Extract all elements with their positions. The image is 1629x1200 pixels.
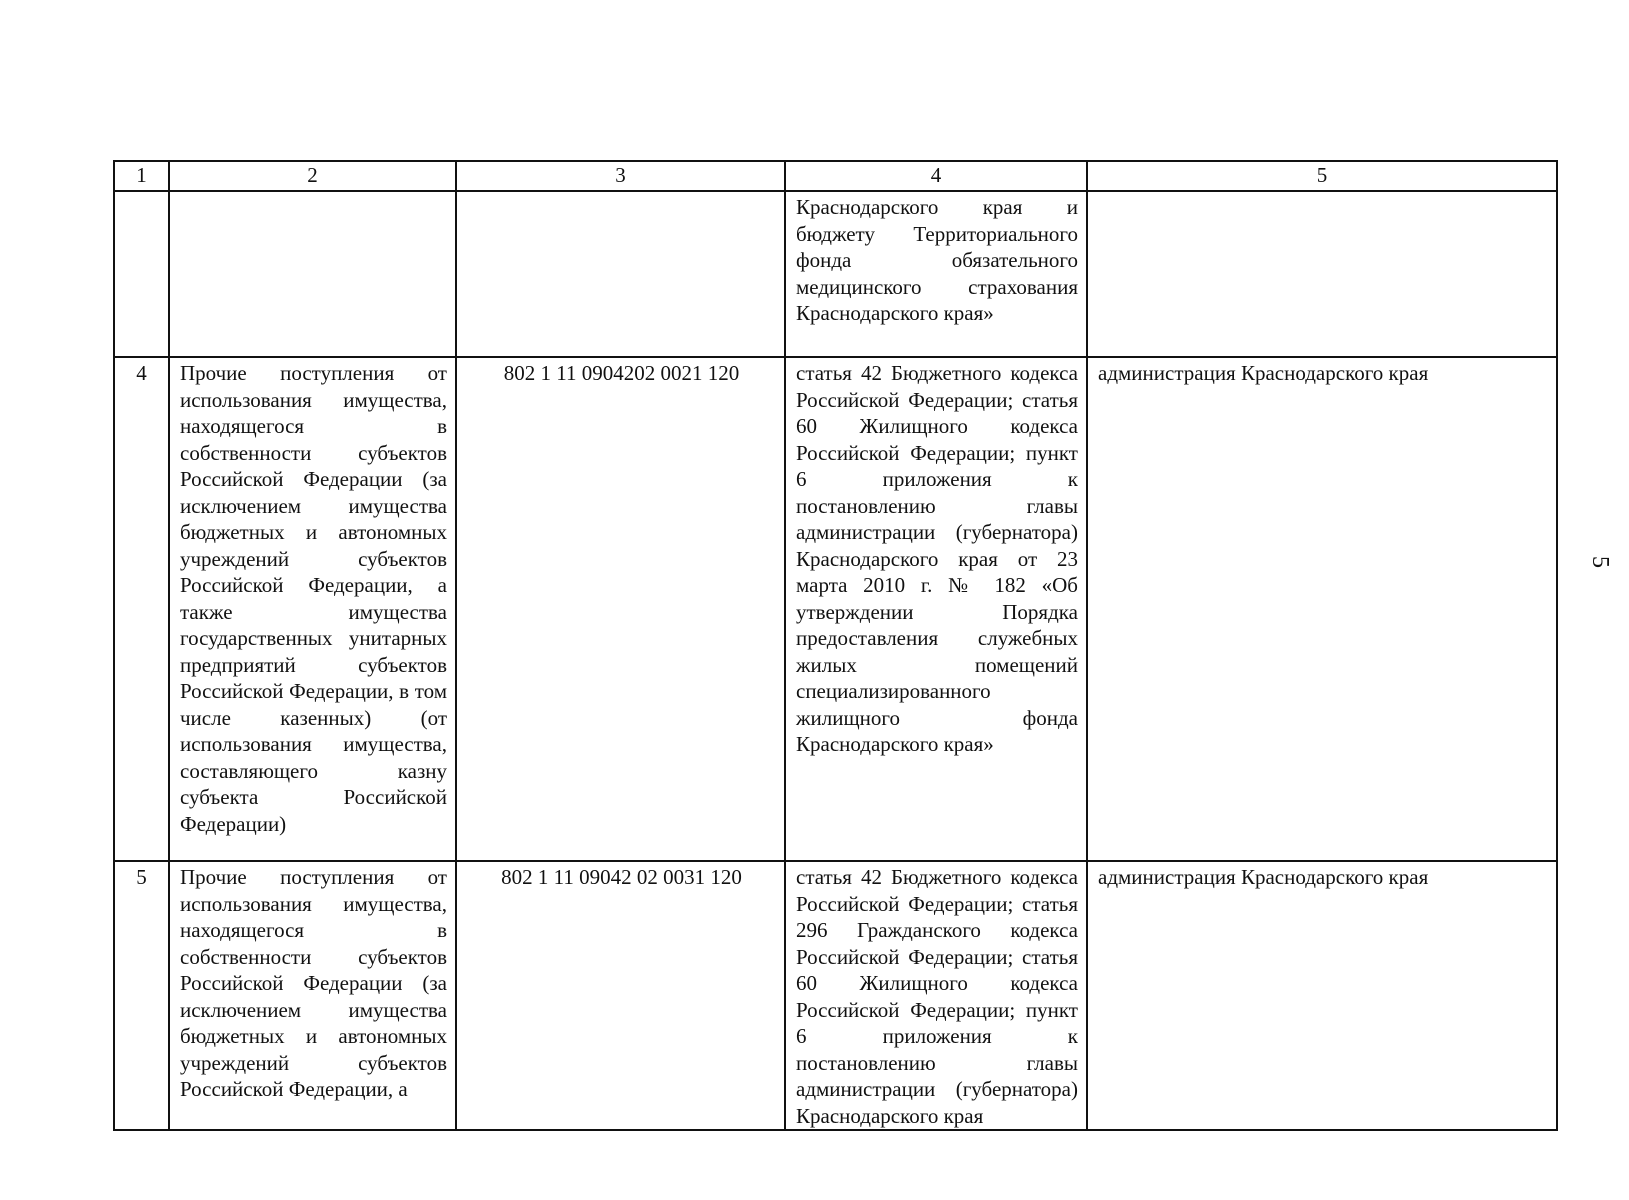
table-row [114, 861, 1557, 1130]
revenue-name: Прочие поступления от использования имущества, находящегося в собственности субъектов Российской Федерации (за исключением имущества бюджетных и автономных учреждений субъектов Российской Федерации, а также имущества государственных унитарных предприятий субъектов Российской Федерации, в том числе казенных) (от использования имущества, составляющего казну субъекта Российской Федерации) [169, 357, 456, 861]
administrator: администрация Краснодарского края [1087, 861, 1557, 1130]
legal-basis: статья 42 Бюджетного кодекса Российской Федерации; статья 60 Жилищного кодекса Российской Федерации; пункт 6 приложения к постановлению главы администрации (губернатора) Краснодарского края от 23 марта 2010 г. № 182 «Об утверждении Порядка предоставления служебных жилых помещений специализированного жилищного фонда Краснодарского края» [785, 357, 1087, 861]
header-col-5: 5 [1087, 161, 1557, 191]
administrator [1087, 191, 1557, 357]
document-table [113, 160, 1558, 1131]
row-number: 4 [114, 357, 169, 861]
revenue-name [169, 191, 456, 357]
revenue-name: Прочие поступления от использования имущества, находящегося в собственности субъектов Российской Федерации (за исключением имущества бюджетных и автономных учреждений субъектов Российской Федерации, а [169, 861, 456, 1130]
legal-basis: статья 42 Бюджетного кодекса Российской Федерации; статья 296 Гражданского кодекса Российской Федерации; статья 60 Жилищного кодекса Российской Федерации; пункт 6 приложения к постановлению главы администрации (губернатора) Краснодарского края [785, 861, 1087, 1130]
row-number: 5 [114, 861, 169, 1130]
header-col-4: 4 [785, 161, 1087, 191]
header-row [114, 161, 1557, 191]
revenue-code [456, 191, 785, 357]
table-row [114, 357, 1557, 861]
header-col-3: 3 [456, 161, 785, 191]
administrator: администрация Краснодарского края [1087, 357, 1557, 861]
revenue-code: 802 1 11 09042 02 0031 120 [456, 861, 785, 1130]
table-row [114, 191, 1557, 357]
legal-basis: Краснодарского края и бюджету Территориального фонда обязательного медицинского страхования Краснодарского края» [785, 191, 1087, 357]
header-col-2: 2 [169, 161, 456, 191]
row-number [114, 191, 169, 357]
header-col-1: 1 [114, 161, 169, 191]
revenue-code: 802 1 11 0904202 0021 120 [456, 357, 785, 861]
page-number: 5 [1587, 556, 1613, 568]
